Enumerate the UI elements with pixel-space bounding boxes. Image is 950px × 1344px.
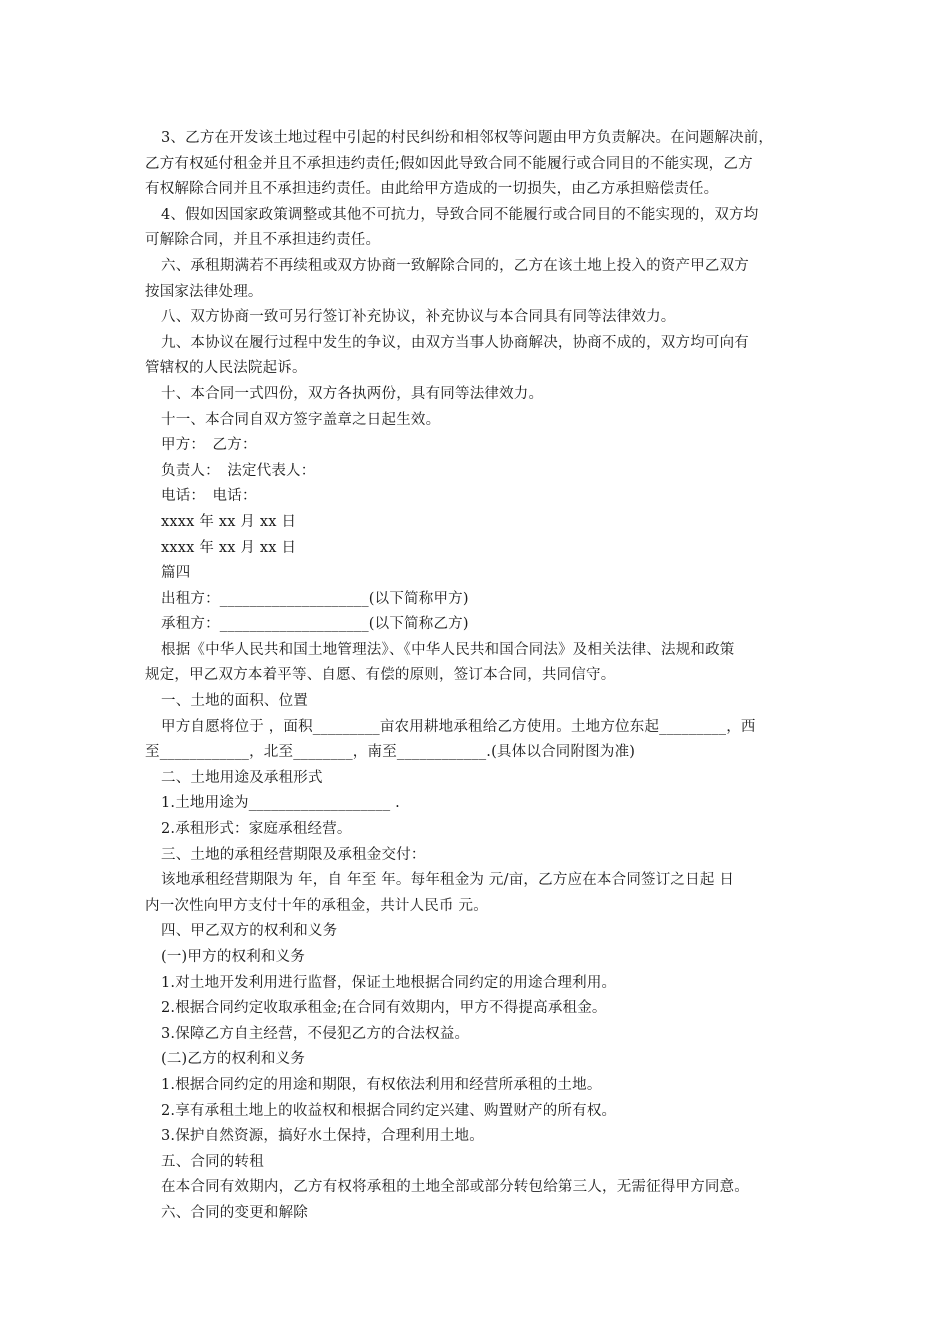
text-line: xxxx 年 xx 月 xx 日 bbox=[161, 513, 297, 530]
text-line: 有权解除合同并且不承担违约责任。由此给甲方造成的一切损失，由乙方承担赔偿责任。 bbox=[145, 181, 719, 198]
text-line: 八、双方协商一致可另行签订补充协议，补充协议与本合同具有同等法律效力。 bbox=[161, 309, 676, 326]
text-line: 五、合同的转租 bbox=[161, 1153, 264, 1170]
text-line: 十、本合同一式四份，双方各执两份，具有同等法律效力。 bbox=[161, 385, 544, 402]
text-line: 电话： 电话： bbox=[161, 488, 257, 505]
text-line: 规定，甲乙双方本着平等、自愿、有偿的原则，签订本合同，共同信守。 bbox=[145, 667, 616, 684]
text-line: 三、土地的承租经营期限及承租金交付： bbox=[161, 846, 426, 863]
text-line: 在本合同有效期内，乙方有权将承租的土地全部或部分转包给第三人，无需征得甲方同意。 bbox=[161, 1179, 749, 1196]
text-line: 六、承租期满若不再续租或双方协商一致解除合同的，乙方在该土地上投入的资产甲乙双方 bbox=[161, 257, 749, 274]
text-line: 九、本协议在履行过程中发生的争议，由双方当事人协商解决，协商不成的，双方均可向有 bbox=[161, 334, 749, 351]
text-line: 负责人： 法定代表人： bbox=[161, 462, 316, 479]
text-line: 3.保障乙方自主经营，不侵犯乙方的合法权益。 bbox=[161, 1025, 470, 1042]
text-line: 管辖权的人民法院起诉。 bbox=[145, 360, 307, 377]
text-line: xxxx 年 xx 月 xx 日 bbox=[161, 539, 297, 556]
text-line: 乙方有权延付租金并且不承担违约责任;假如因此导致合同不能履行或合同目的不能实现，乙方 bbox=[145, 155, 753, 172]
text-line: 2.享有承租土地上的收益权和根据合同约定兴建、购置财产的所有权。 bbox=[161, 1102, 617, 1119]
text-line: (一)甲方的权利和义务 bbox=[161, 949, 306, 965]
text-line: 内一次性向甲方支付十年的承租金，共计人民币 元。 bbox=[145, 897, 488, 914]
text-line: 按国家法律处理。 bbox=[145, 283, 263, 300]
text-line: 甲方自愿将位于 ，面积_________亩农用耕地承租给乙方使用。土地方位东起_________，西 bbox=[161, 718, 756, 735]
text-line: 1.对土地开发利用进行监督，保证土地根据合同约定的用途合理利用。 bbox=[161, 974, 617, 991]
text-line: 2.承租形式：家庭承租经营。 bbox=[161, 821, 352, 838]
text-line: 3.保护自然资源，搞好水土保持，合理利用土地。 bbox=[161, 1128, 484, 1145]
text-line: (二)乙方的权利和义务 bbox=[161, 1051, 306, 1068]
text-line: 1.根据合同约定的用途和期限，有权依法利用和经营所承租的土地。 bbox=[161, 1076, 602, 1093]
text-line: 2.根据合同约定收取承租金;在合同有效期内，甲方不得提高承租金。 bbox=[161, 1000, 607, 1017]
text-line: 该地承租经营期限为 年，自 年至 年。每年租金为 元/亩，乙方应在本合同签订之日起 日 bbox=[161, 872, 735, 889]
text-line: 1.土地用途为___________________ . bbox=[161, 795, 400, 812]
text-line: 一、土地的面积、位置 bbox=[161, 693, 308, 710]
document-page bbox=[145, 126, 805, 1227]
text-line: 4、假如因国家政策调整或其他不可抗力，导致合同不能履行或合同目的不能实现的，双方均 bbox=[161, 206, 759, 223]
text-line: 甲方： 乙方： bbox=[161, 437, 257, 454]
text-line: 承租方：____________________(以下简称乙方) bbox=[161, 616, 469, 633]
text-line: 十一、本合同自双方签字盖章之日起生效。 bbox=[161, 411, 441, 428]
text-line: 六、合同的变更和解除 bbox=[161, 1204, 308, 1221]
text-line: 出租方：____________________(以下简称甲方) bbox=[161, 590, 469, 607]
text-line: 3、乙方在开发该土地过程中引起的村民纠纷和相邻权等问题由甲方负责解决。在问题解决前， bbox=[161, 130, 774, 146]
text-line: 篇四 bbox=[161, 565, 191, 582]
text-line: 至____________，北至________，南至____________.(具体以合同附图为准) bbox=[145, 744, 636, 761]
text-line: 根据《中华人民共和国土地管理法》、《中华人民共和国合同法》及相关法律、法规和政策 bbox=[161, 641, 735, 658]
text-line: 二、土地用途及承租形式 bbox=[161, 769, 323, 786]
text-line: 可解除合同，并且不承担违约责任。 bbox=[145, 232, 381, 249]
text-line: 四、甲乙双方的权利和义务 bbox=[161, 923, 338, 940]
